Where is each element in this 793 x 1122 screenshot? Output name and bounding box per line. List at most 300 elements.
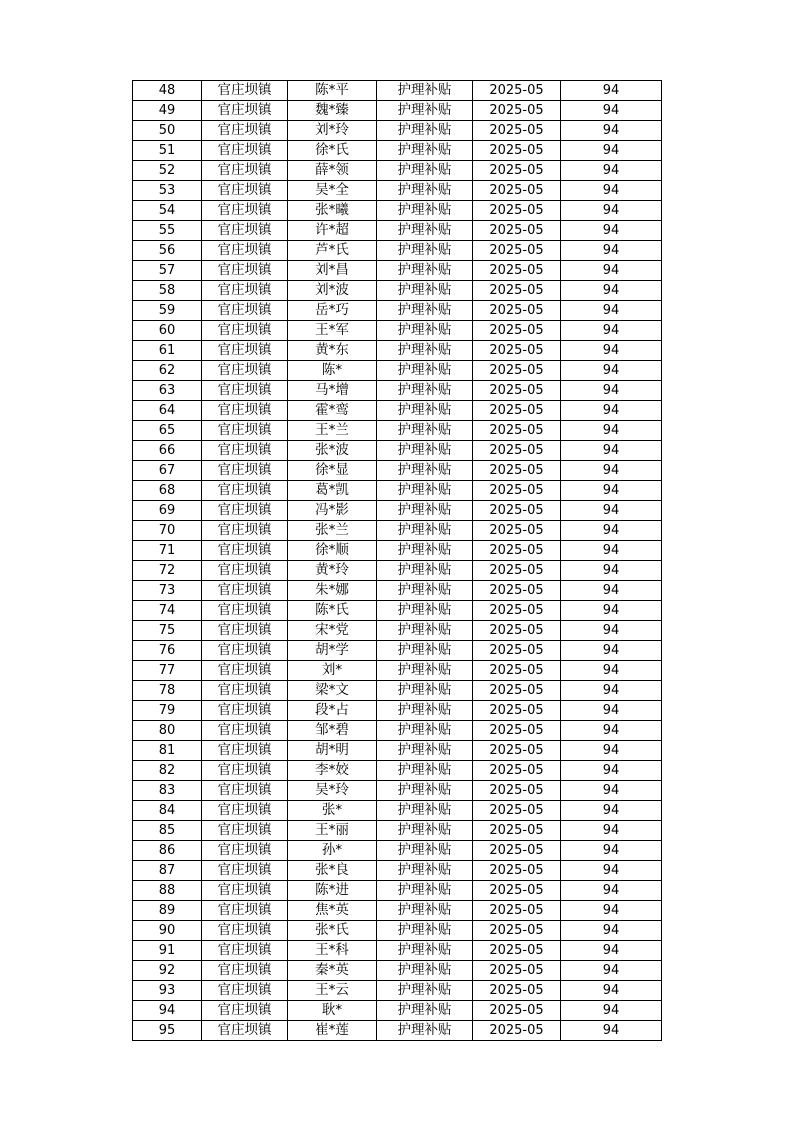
name-cell: 黄*东 [288,341,377,361]
amount-cell: 94 [561,161,662,181]
month-cell: 2025-05 [473,881,561,901]
town-cell: 官庄坝镇 [202,621,288,641]
table-row [133,861,662,881]
name-cell: 张* [288,801,377,821]
table-row [133,601,662,621]
month-cell: 2025-05 [473,641,561,661]
town-cell: 官庄坝镇 [202,301,288,321]
name-cell: 刘* [288,661,377,681]
name-cell: 张*氏 [288,921,377,941]
row-number: 65 [133,421,202,441]
subsidy-type-cell: 护理补贴 [377,401,473,421]
row-number: 85 [133,821,202,841]
name-cell: 冯*影 [288,501,377,521]
table-row [133,501,662,521]
month-cell: 2025-05 [473,921,561,941]
name-cell: 王*云 [288,981,377,1001]
amount-cell: 94 [561,221,662,241]
row-number: 75 [133,621,202,641]
subsidy-type-cell: 护理补贴 [377,701,473,721]
name-cell: 朱*娜 [288,581,377,601]
table-row [133,161,662,181]
subsidy-type-cell: 护理补贴 [377,321,473,341]
name-cell: 徐*显 [288,461,377,481]
amount-cell: 94 [561,441,662,461]
row-number: 74 [133,601,202,621]
amount-cell: 94 [561,101,662,121]
subsidy-type-cell: 护理补贴 [377,561,473,581]
town-cell: 官庄坝镇 [202,681,288,701]
town-cell: 官庄坝镇 [202,961,288,981]
subsidy-type-cell: 护理补贴 [377,101,473,121]
table-row [133,961,662,981]
amount-cell: 94 [561,621,662,641]
row-number: 58 [133,281,202,301]
town-cell: 官庄坝镇 [202,901,288,921]
town-cell: 官庄坝镇 [202,921,288,941]
town-cell: 官庄坝镇 [202,221,288,241]
month-cell: 2025-05 [473,121,561,141]
row-number: 83 [133,781,202,801]
table-row [133,261,662,281]
month-cell: 2025-05 [473,161,561,181]
row-number: 49 [133,101,202,121]
subsidy-type-cell: 护理补贴 [377,441,473,461]
table-row [133,281,662,301]
amount-cell: 94 [561,281,662,301]
town-cell: 官庄坝镇 [202,361,288,381]
subsidy-type-cell: 护理补贴 [377,421,473,441]
amount-cell: 94 [561,561,662,581]
subsidy-type-cell: 护理补贴 [377,81,473,101]
subsidy-type-cell: 护理补贴 [377,221,473,241]
subsidy-type-cell: 护理补贴 [377,961,473,981]
name-cell: 张*良 [288,861,377,881]
month-cell: 2025-05 [473,761,561,781]
town-cell: 官庄坝镇 [202,661,288,681]
month-cell: 2025-05 [473,541,561,561]
town-cell: 官庄坝镇 [202,1001,288,1021]
subsidy-type-cell: 护理补贴 [377,881,473,901]
table-row [133,81,662,101]
table-row [133,761,662,781]
name-cell: 刘*玲 [288,121,377,141]
amount-cell: 94 [561,1001,662,1021]
town-cell: 官庄坝镇 [202,121,288,141]
town-cell: 官庄坝镇 [202,161,288,181]
amount-cell: 94 [561,721,662,741]
name-cell: 刘*昌 [288,261,377,281]
row-number: 53 [133,181,202,201]
table-row [133,1021,662,1041]
table-row [133,121,662,141]
town-cell: 官庄坝镇 [202,601,288,621]
subsidy-type-cell: 护理补贴 [377,821,473,841]
town-cell: 官庄坝镇 [202,281,288,301]
name-cell: 王*丽 [288,821,377,841]
name-cell: 陈*进 [288,881,377,901]
row-number: 95 [133,1021,202,1041]
amount-cell: 94 [561,861,662,881]
amount-cell: 94 [561,541,662,561]
month-cell: 2025-05 [473,601,561,621]
row-number: 77 [133,661,202,681]
amount-cell: 94 [561,341,662,361]
name-cell: 霍*鸾 [288,401,377,421]
town-cell: 官庄坝镇 [202,101,288,121]
month-cell: 2025-05 [473,621,561,641]
name-cell: 芦*氏 [288,241,377,261]
subsidy-type-cell: 护理补贴 [377,761,473,781]
town-cell: 官庄坝镇 [202,341,288,361]
amount-cell: 94 [561,321,662,341]
amount-cell: 94 [561,181,662,201]
name-cell: 刘*波 [288,281,377,301]
town-cell: 官庄坝镇 [202,741,288,761]
subsidy-type-cell: 护理补贴 [377,501,473,521]
table-row [133,181,662,201]
month-cell: 2025-05 [473,781,561,801]
row-number: 66 [133,441,202,461]
table-row [133,681,662,701]
month-cell: 2025-05 [473,221,561,241]
table-row [133,701,662,721]
town-cell: 官庄坝镇 [202,261,288,281]
name-cell: 胡*明 [288,741,377,761]
amount-cell: 94 [561,81,662,101]
name-cell: 许*超 [288,221,377,241]
amount-cell: 94 [561,121,662,141]
amount-cell: 94 [561,921,662,941]
table-row [133,381,662,401]
table-row [133,801,662,821]
table-row [133,321,662,341]
row-number: 87 [133,861,202,881]
amount-cell: 94 [561,1021,662,1041]
amount-cell: 94 [561,461,662,481]
amount-cell: 94 [561,961,662,981]
month-cell: 2025-05 [473,301,561,321]
amount-cell: 94 [561,581,662,601]
month-cell: 2025-05 [473,401,561,421]
name-cell: 王*科 [288,941,377,961]
town-cell: 官庄坝镇 [202,201,288,221]
table-row [133,241,662,261]
name-cell: 魏*臻 [288,101,377,121]
amount-cell: 94 [561,241,662,261]
town-cell: 官庄坝镇 [202,881,288,901]
table-row [133,561,662,581]
subsidy-type-cell: 护理补贴 [377,1001,473,1021]
name-cell: 葛*凯 [288,481,377,501]
town-cell: 官庄坝镇 [202,841,288,861]
row-number: 69 [133,501,202,521]
amount-cell: 94 [561,801,662,821]
row-number: 94 [133,1001,202,1021]
month-cell: 2025-05 [473,481,561,501]
name-cell: 黄*玲 [288,561,377,581]
row-number: 67 [133,461,202,481]
town-cell: 官庄坝镇 [202,501,288,521]
name-cell: 吴*全 [288,181,377,201]
month-cell: 2025-05 [473,421,561,441]
row-number: 55 [133,221,202,241]
name-cell: 张*兰 [288,521,377,541]
month-cell: 2025-05 [473,81,561,101]
subsidy-type-cell: 护理补贴 [377,281,473,301]
name-cell: 邹*碧 [288,721,377,741]
month-cell: 2025-05 [473,741,561,761]
row-number: 57 [133,261,202,281]
month-cell: 2025-05 [473,561,561,581]
table-row [133,481,662,501]
town-cell: 官庄坝镇 [202,701,288,721]
month-cell: 2025-05 [473,841,561,861]
subsidy-type-cell: 护理补贴 [377,661,473,681]
amount-cell: 94 [561,941,662,961]
town-cell: 官庄坝镇 [202,561,288,581]
row-number: 92 [133,961,202,981]
subsidy-type-cell: 护理补贴 [377,681,473,701]
subsidy-type-cell: 护理补贴 [377,981,473,1001]
subsidy-type-cell: 护理补贴 [377,141,473,161]
month-cell: 2025-05 [473,801,561,821]
row-number: 56 [133,241,202,261]
table-row [133,841,662,861]
table-row [133,421,662,441]
town-cell: 官庄坝镇 [202,441,288,461]
table-row [133,721,662,741]
month-cell: 2025-05 [473,461,561,481]
town-cell: 官庄坝镇 [202,241,288,261]
town-cell: 官庄坝镇 [202,981,288,1001]
month-cell: 2025-05 [473,581,561,601]
name-cell: 王*军 [288,321,377,341]
name-cell: 焦*英 [288,901,377,921]
row-number: 93 [133,981,202,1001]
amount-cell: 94 [561,261,662,281]
table-row [133,941,662,961]
table-row [133,881,662,901]
row-number: 79 [133,701,202,721]
amount-cell: 94 [561,981,662,1001]
row-number: 88 [133,881,202,901]
name-cell: 李*姣 [288,761,377,781]
subsidy-type-cell: 护理补贴 [377,841,473,861]
month-cell: 2025-05 [473,241,561,261]
name-cell: 王*兰 [288,421,377,441]
town-cell: 官庄坝镇 [202,1021,288,1041]
town-cell: 官庄坝镇 [202,81,288,101]
month-cell: 2025-05 [473,941,561,961]
month-cell: 2025-05 [473,361,561,381]
month-cell: 2025-05 [473,321,561,341]
name-cell: 陈*平 [288,81,377,101]
month-cell: 2025-05 [473,381,561,401]
table-body [133,81,662,1041]
month-cell: 2025-05 [473,201,561,221]
row-number: 54 [133,201,202,221]
name-cell: 吴*玲 [288,781,377,801]
town-cell: 官庄坝镇 [202,521,288,541]
town-cell: 官庄坝镇 [202,381,288,401]
table-row [133,781,662,801]
amount-cell: 94 [561,841,662,861]
subsidy-type-cell: 护理补贴 [377,161,473,181]
row-number: 52 [133,161,202,181]
town-cell: 官庄坝镇 [202,641,288,661]
table-row [133,141,662,161]
amount-cell: 94 [561,661,662,681]
subsidy-type-cell: 护理补贴 [377,301,473,321]
town-cell: 官庄坝镇 [202,461,288,481]
subsidy-type-cell: 护理补贴 [377,861,473,881]
amount-cell: 94 [561,741,662,761]
subsidy-table [132,80,662,1041]
table-row [133,581,662,601]
row-number: 61 [133,341,202,361]
amount-cell: 94 [561,201,662,221]
subsidy-type-cell: 护理补贴 [377,641,473,661]
name-cell: 秦*英 [288,961,377,981]
amount-cell: 94 [561,521,662,541]
subsidy-type-cell: 护理补贴 [377,781,473,801]
subsidy-type-cell: 护理补贴 [377,901,473,921]
subsidy-type-cell: 护理补贴 [377,241,473,261]
subsidy-type-cell: 护理补贴 [377,621,473,641]
town-cell: 官庄坝镇 [202,761,288,781]
row-number: 91 [133,941,202,961]
month-cell: 2025-05 [473,141,561,161]
subsidy-type-cell: 护理补贴 [377,1021,473,1041]
row-number: 64 [133,401,202,421]
table-row [133,641,662,661]
town-cell: 官庄坝镇 [202,421,288,441]
subsidy-type-cell: 护理补贴 [377,181,473,201]
table-row [133,201,662,221]
table-row [133,1001,662,1021]
month-cell: 2025-05 [473,441,561,461]
table-row [133,401,662,421]
amount-cell: 94 [561,501,662,521]
town-cell: 官庄坝镇 [202,941,288,961]
amount-cell: 94 [561,361,662,381]
month-cell: 2025-05 [473,701,561,721]
name-cell: 耿* [288,1001,377,1021]
amount-cell: 94 [561,821,662,841]
name-cell: 徐*氏 [288,141,377,161]
table-row [133,441,662,461]
month-cell: 2025-05 [473,901,561,921]
subsidy-type-cell: 护理补贴 [377,361,473,381]
amount-cell: 94 [561,681,662,701]
amount-cell: 94 [561,901,662,921]
subsidy-type-cell: 护理补贴 [377,601,473,621]
table-row [133,621,662,641]
subsidy-type-cell: 护理补贴 [377,721,473,741]
name-cell: 宋*党 [288,621,377,641]
row-number: 81 [133,741,202,761]
amount-cell: 94 [561,601,662,621]
subsidy-type-cell: 护理补贴 [377,261,473,281]
table-row [133,301,662,321]
month-cell: 2025-05 [473,181,561,201]
row-number: 89 [133,901,202,921]
month-cell: 2025-05 [473,981,561,1001]
amount-cell: 94 [561,381,662,401]
table-row [133,341,662,361]
row-number: 50 [133,121,202,141]
name-cell: 马*增 [288,381,377,401]
row-number: 51 [133,141,202,161]
month-cell: 2025-05 [473,961,561,981]
month-cell: 2025-05 [473,661,561,681]
table-row [133,901,662,921]
row-number: 76 [133,641,202,661]
amount-cell: 94 [561,481,662,501]
row-number: 59 [133,301,202,321]
row-number: 70 [133,521,202,541]
month-cell: 2025-05 [473,821,561,841]
row-number: 86 [133,841,202,861]
table-row [133,821,662,841]
subsidy-type-cell: 护理补贴 [377,521,473,541]
row-number: 73 [133,581,202,601]
town-cell: 官庄坝镇 [202,801,288,821]
subsidy-type-cell: 护理补贴 [377,481,473,501]
month-cell: 2025-05 [473,261,561,281]
amount-cell: 94 [561,641,662,661]
month-cell: 2025-05 [473,1021,561,1041]
name-cell: 胡*学 [288,641,377,661]
town-cell: 官庄坝镇 [202,541,288,561]
town-cell: 官庄坝镇 [202,481,288,501]
amount-cell: 94 [561,401,662,421]
amount-cell: 94 [561,421,662,441]
row-number: 84 [133,801,202,821]
row-number: 48 [133,81,202,101]
table-row [133,221,662,241]
row-number: 63 [133,381,202,401]
name-cell: 孙* [288,841,377,861]
table-row [133,101,662,121]
row-number: 90 [133,921,202,941]
row-number: 71 [133,541,202,561]
subsidy-type-cell: 护理补贴 [377,381,473,401]
town-cell: 官庄坝镇 [202,821,288,841]
row-number: 68 [133,481,202,501]
subsidy-type-cell: 护理补贴 [377,461,473,481]
amount-cell: 94 [561,301,662,321]
table-row [133,981,662,1001]
name-cell: 陈* [288,361,377,381]
table-row [133,461,662,481]
row-number: 80 [133,721,202,741]
name-cell: 张*波 [288,441,377,461]
subsidy-type-cell: 护理补贴 [377,741,473,761]
subsidy-type-cell: 护理补贴 [377,941,473,961]
month-cell: 2025-05 [473,501,561,521]
amount-cell: 94 [561,881,662,901]
month-cell: 2025-05 [473,281,561,301]
table-row [133,661,662,681]
table-row [133,741,662,761]
month-cell: 2025-05 [473,861,561,881]
subsidy-type-cell: 护理补贴 [377,121,473,141]
row-number: 62 [133,361,202,381]
month-cell: 2025-05 [473,681,561,701]
amount-cell: 94 [561,781,662,801]
